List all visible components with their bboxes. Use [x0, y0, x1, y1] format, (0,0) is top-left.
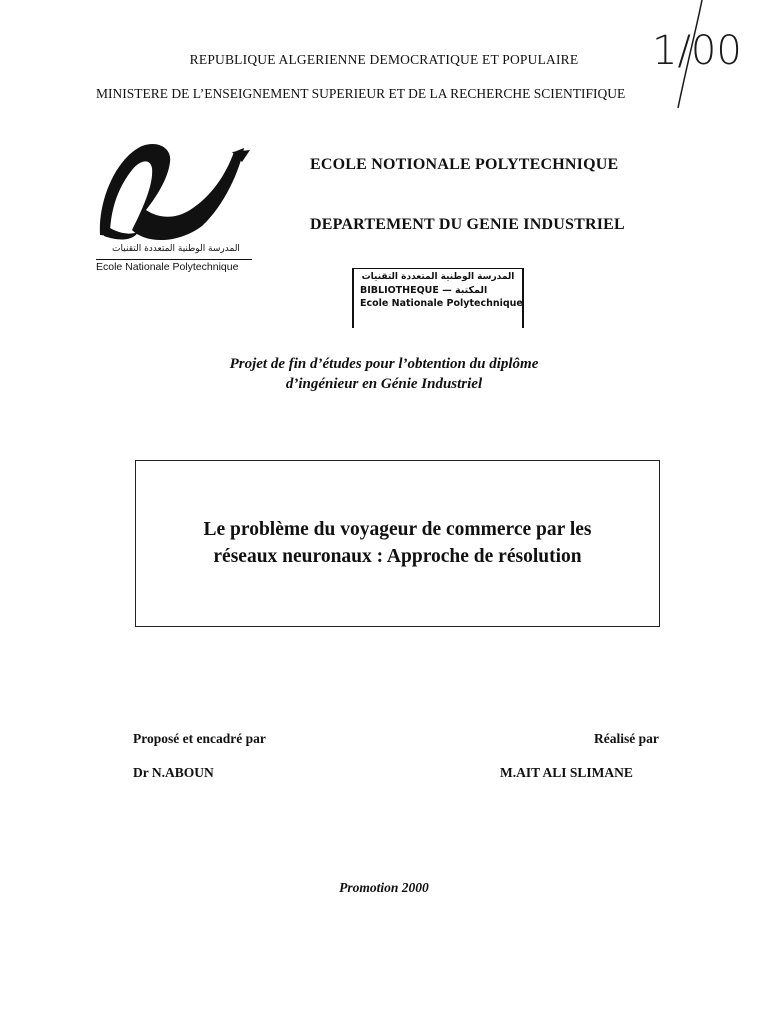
thesis-title	[135, 516, 660, 570]
author-name: M.AIT ALI SLIMANE	[500, 765, 633, 780]
logo-french-caption: Ecole Nationale Polytechnique	[96, 259, 252, 273]
subtitle-line-2: d’ingénieur en Génie Industriel	[285, 376, 483, 392]
logo-arabic-caption: المدرسة الوطنية المتعددة التقنيات	[112, 244, 240, 254]
project-subtitle	[0, 354, 768, 394]
handwritten-slash-mark	[668, 0, 708, 110]
handwritten-number: 1/00	[652, 28, 742, 74]
library-stamp	[352, 268, 524, 328]
title-line-1: Le problème du voyageur de commerce par les	[203, 519, 592, 540]
ministry-heading: MINISTERE DE L’ENSEIGNEMENT SUPERIEUR ET DE LA RECHERCHE SCIENTIFIQUE	[96, 86, 626, 101]
department-name: DEPARTEMENT DU GENIE INDUSTRIEL	[310, 216, 625, 233]
author-label: Réalisé par	[594, 731, 659, 746]
supervisor-name: Dr N.ABOUN	[133, 765, 214, 780]
school-logo-icon	[94, 140, 259, 275]
title-line-2: réseaux neuronaux : Approche de résolution	[213, 546, 582, 567]
subtitle-line-1: Projet de fin d’études pour l’obtention du diplôme	[229, 356, 539, 372]
stamp-arabic-line: المدرسة الوطنية المتعددة التقنيات	[361, 272, 515, 282]
stamp-library-line: BIBLIOTHEQUE — المكتبة	[360, 285, 488, 296]
republic-heading: REPUBLIQUE ALGERIENNE DEMOCRATIQUE ET POPULAIRE	[189, 52, 579, 67]
promotion-year: Promotion 2000	[339, 880, 429, 895]
stamp-school-line: Ecole Nationale Polytechnique	[360, 298, 523, 309]
school-name: ECOLE NOTIONALE POLYTECHNIQUE	[310, 156, 619, 173]
supervisor-label: Proposé et encadré par	[133, 731, 266, 746]
